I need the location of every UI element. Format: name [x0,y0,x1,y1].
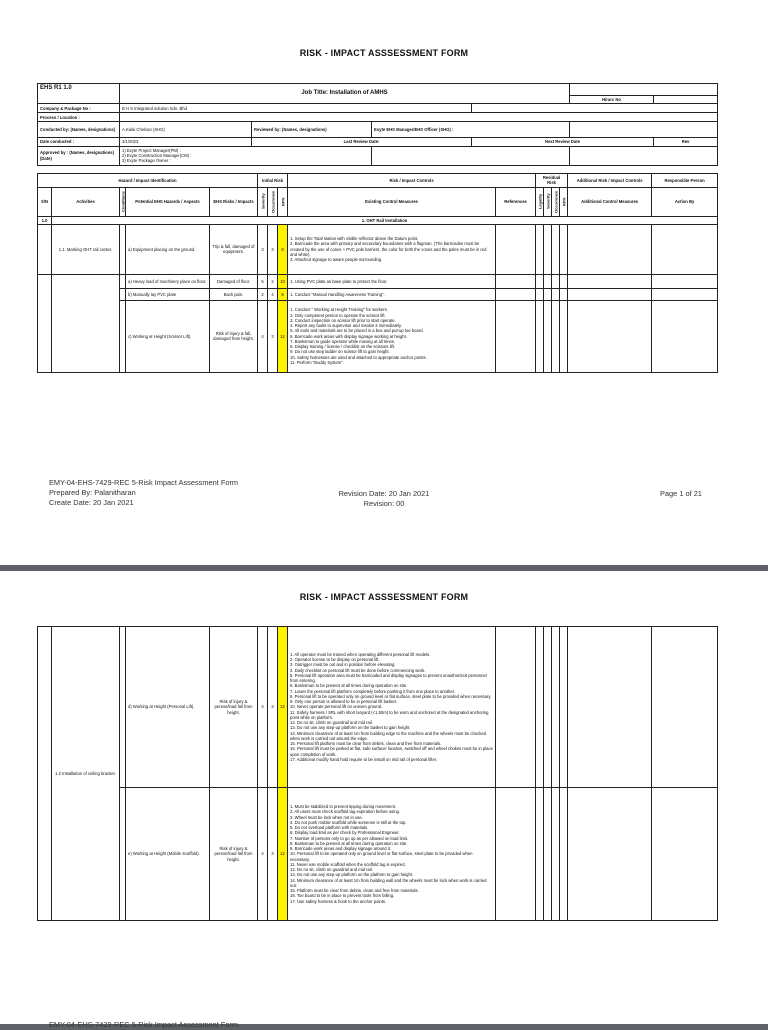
process-label: Process / Location : [38,113,120,122]
hazard-cell: d) Working at Height (Personal Lift). [126,627,210,788]
rpn-cell: 12 [278,300,288,372]
control-item: 2. Operator license to be display on personal lift. [290,657,380,663]
company-value: B H S Integrated solution Sdn. Bhd [120,104,472,113]
control-item: 17. Additional modify hand hold require to be install on mid rail of personal lifter. [290,756,438,762]
col-existing: Existing Control Measures [288,187,496,216]
control-item: 10. Personal lift to be operated only on ground level or flat surface, steel plate to be provided when necessary. [290,851,473,862]
control-item: 2. Only competent person to operate the scissor lift. [290,312,386,318]
rpn-cell: 9 [278,224,288,274]
page-2 [0,571,768,1029]
hazard-cell: a) Heavy load of machinery place on floor. [126,274,210,288]
col-severity-2: Severity [544,187,552,216]
hazard-cell: e) Working at Height (Mobile Scaffold). [126,788,210,921]
risk-cell: Risk of injury & fall, damaged from height. [210,300,258,372]
severity-cell: 2 [258,288,268,300]
section-title: 1. OHT Rail Installation [52,216,718,224]
col-rpn: RPN [278,187,288,216]
section-initial-head: Initial Risk [258,174,288,188]
control-item: 12. Do no sit, climb on guardrail and mid rail. [290,867,373,873]
control-item: 5. Personal lift operation area must be barricaded and display signages to prevent unauthorized personnel from entering. [290,672,487,684]
approved-line: 2) Exyte Construction Manager(CM) : [122,152,192,158]
risk-cell: Trip & fall, damaged of equipment. [210,224,258,274]
company-label: Company & Package No : [38,104,120,113]
activity-cell: 1.1. Marking OHT rail center. [52,224,120,274]
section-residual-head: Residual Risk [536,174,568,188]
approved-line: 3) Exyte Package Owner : [122,158,171,164]
table-row [38,274,718,288]
controls-cell [288,300,496,372]
control-item: 16. Toe board to be in place to prevent tools from falling. [290,893,395,899]
footer-center [334,489,434,509]
approved-line: 1) Exyte Project Manager(PM) : [122,147,181,153]
col-occurrence-2: Occurrence [552,187,560,216]
control-item: 6. Barricade work areas with display signage working at height. [290,333,407,339]
controls-cell [288,788,496,921]
control-item: 4. Do not push mobile scaffold while someone is still at the top. [290,819,407,825]
hazard-cell: a) Equipment placing on the ground. [126,224,210,274]
last-review-label: Last Review Date: [252,138,472,146]
control-item: 3. Outrigger must be out and in position before elevating. [290,662,396,668]
risk-cell: Risk of injury & person/load fall from height. [210,627,258,788]
risk-cell: Damaged of floor. [210,274,258,288]
control-item: 15. Personal lift platform must be clear from debris, clean and free from materials. [290,741,442,747]
severity-cell: 4 [258,627,268,788]
risk-cell: Back pain. [210,288,258,300]
control-item: 6. Display load limit as per check by Professional Engineer. [290,830,400,836]
col-risks: EHS Risks / Impacts [210,187,258,216]
control-item: 3. Conduct inspection on scissor lift prior to start operate. [290,317,396,323]
conducted-value: A.Kalai Chelvan (SHO) [120,122,252,138]
col-severity: Severity [258,187,268,216]
control-item: 2. Barricade the area with primary and secondary boundaries with a flagman. (The barricades must be created by the use of cones + PVC pole barriers, the color for both the cones and the poles must be in red and white). [290,241,487,257]
date-label: Date conducted : [38,138,120,146]
control-item: 8. Banksman to be present at all times during operation on site. [290,840,408,846]
control-item: 1. Conduct "Manual Handling Awareness Training". [290,291,385,297]
table-row [38,627,718,788]
controls-cell [288,274,496,288]
col-references: References [496,187,536,216]
footer-prepared: Prepared By: Palanitharan [49,487,136,497]
footer-left [49,478,238,508]
control-item: 1. Setup the Total station with visible reflector above the Datum point. [290,236,419,242]
control-item: 3. Wheel must be lock when not in use. [290,814,363,820]
control-item: 10. Safety harnesses are used and attached to appropriate anchor points. [290,354,427,360]
control-item: 8. Display training / license / checklist on the scissors lift. [290,344,396,350]
control-item: 4. Daily checklist on personal lift must be done before commencing work. [290,667,426,673]
table-row [38,288,718,300]
control-item: 10. Never operate personal lift on uneven ground. [290,704,383,710]
control-item: 1. Using PVC plate as base plate to protect the floor. [290,278,388,284]
col-legality: Legality [536,187,544,216]
section-controls-head: Risk / Impact Controls [288,174,536,188]
footer-doc: EMY-04-EHS-7429-REC 5-Risk Impact Assessment Form [49,478,239,487]
risk-table-1 [37,173,718,373]
control-item: 11. Perform "Buddy System". [290,359,344,365]
section-sn: 1.0 [38,216,52,224]
risk-table-2 [37,626,718,921]
rpn-cell: 12 [278,627,288,788]
control-item: 9. Only one person is allowed to be in personal lift basket. [290,699,398,705]
control-item: 13. Do not use any step-up platform on the basket to gain height. [290,725,411,731]
next-review-label: Next Review Date [472,138,654,146]
approved-label: Approved by : (Names, designations) (Date) [38,146,120,165]
control-item: 7. Banksman to guide operator while moving at all times. [290,338,396,344]
control-item: 1. Conduct " Working at Height Training" for workers. [290,307,388,313]
doc-code: EHS R1 1.0 [38,84,120,104]
hirarc-no-label: Hirarc No [570,96,654,104]
control-item: 7. Number of persons only to go up as per allowed on load limit. [290,835,409,841]
date-value: 3/1/2023 [120,138,252,146]
control-item: 1. Must be stabilized to prevent tipping during movement. [290,804,397,810]
reviewed-label: Reviewed by: (Names, designations) [252,122,372,138]
risk-cell: Risk of injury & person/load fall from height. [210,788,258,921]
rpn-cell: 8 [278,288,288,300]
control-item: 11. Safety harness / SRL with short lanyard (<1.50m) to be worn and anchored at the designated anchoring point while on platform. [290,709,489,720]
footer-page-number: Page 1 of 21 [660,489,702,498]
occurrence-cell: 3 [268,627,278,788]
control-item: 6. Banksman to be present at all times during operation on site. [290,683,408,689]
col-activities: Activities [52,187,120,216]
control-item: 4. Report any faults to supervisor and resolve it immediately. [290,323,402,329]
control-item: 14. Minimum clearance of at least 1m from building wall and the wheels must be lock when work is carried out. [290,877,487,888]
hazard-cell: b) Manually lay PVC plate [126,288,210,300]
col-occurrence: Occurrence [268,187,278,216]
col-action: Action By [652,187,718,216]
control-item: 5. All tools and materials are to be placed in a box and put-up toe board. [290,328,424,334]
job-title: Job Title: Installation of AMHS [120,84,570,104]
hazard-cell: c) Working at Height (Scissor Lift). [126,300,210,372]
footer-created: Create Date: 20 Jan 2021 [49,497,134,507]
occurrence-cell: 2 [268,274,278,288]
reviewed-value: Exyte EHS Manager/EHS Officer (SHO) : [372,122,570,138]
rev-label: Rev [654,138,718,146]
severity-cell: 5 [258,274,268,288]
rpn-cell: 12 [278,788,288,921]
control-item: 13. Do not use any step-up platform on the platform to gain height. [290,872,414,878]
section-additional-head: Additional Risk / Impact Controls [568,174,652,188]
footer-revision-date: Revision Date: 20 Jan 2021 [338,489,430,498]
control-item: 3. Attached signage to aware people surrounding. [290,257,383,263]
rpn-cell: 10 [278,274,288,288]
control-item: 16. Personal lift must be parked at flat, safe surface/ location, switched off and wheel chokes must be in place upon completion of work. [290,746,493,757]
conducted-label: Conducted by: (Names, designations) [38,122,120,138]
controls-cell [288,627,496,788]
section-responsible-head: Responsible Person [652,174,718,188]
section-hazard-head: Hazard / Impact Identification [38,174,258,188]
col-conditions: Conditions [120,187,126,216]
control-item: 7. Lower the personal lift platform completely before pushing it from one place to another. [290,688,456,694]
severity-cell: 3 [258,224,268,274]
controls-cell [288,224,496,274]
col-hazards: Potential EHS Hazards / Aspects [126,187,210,216]
footer-partial: EMY-04-EHS-7429-REC 5-Risk Impact Assessment Form [49,1020,239,1029]
table-row [38,788,718,921]
control-item: 5. Do not overload platform with materials. [290,825,369,831]
table-row [38,224,718,274]
control-item: 1. All operator must be trained when operating different personal lift models. [290,651,431,657]
controls-cell [288,288,496,300]
control-item: 9. Barricade work areas and display signage around it. [290,846,392,852]
header-table [37,83,718,166]
col-additional: Additional Control Measures [568,187,652,216]
form-title: RISK - IMPACT ASSSESSMENT FORM [299,592,469,602]
severity-cell: 4 [258,300,268,372]
control-item: 2. All users must check scaffold tag expiration before using. [290,809,401,815]
occurrence-cell: 3 [268,224,278,274]
severity-cell: 4 [258,788,268,921]
control-item: 8. Personal lift to be operated only on ground level or flat surface, steel plate to be provided when necessary. [290,693,492,699]
form-title: RISK - IMPACT ASSSESSMENT FORM [299,48,469,58]
table-row [38,300,718,372]
activity-cell: 1.2 Installation of ceiling bracket. [52,627,120,921]
control-item: 9. Do not use step ladder on scissor lift to gain height. [290,349,390,355]
occurrence-cell: 3 [268,300,278,372]
occurrence-cell: 3 [268,788,278,921]
control-item: 12. Do no sit, climb on guardrail and mid rail. [290,720,373,726]
footer-revision: Revision: 00 [363,498,405,508]
col-rpn-2: RPN [560,187,568,216]
control-item: 14. Minimum clearance of at least 1m from building edge to the machine and the wheels must be chocked when work is carried out around the edge. [290,730,486,741]
control-item: 17. Use safety harness & hook to the anchor points. [290,898,387,904]
approved-lines [120,146,372,165]
col-sn: S/N [38,187,52,216]
control-item: 11. Never use mobile scaffold when the scaffold tag is expired. [290,861,406,867]
occurrence-cell: 4 [268,288,278,300]
control-item: 15. Platform must be clear from debris, clean and free from materials. [290,888,419,894]
